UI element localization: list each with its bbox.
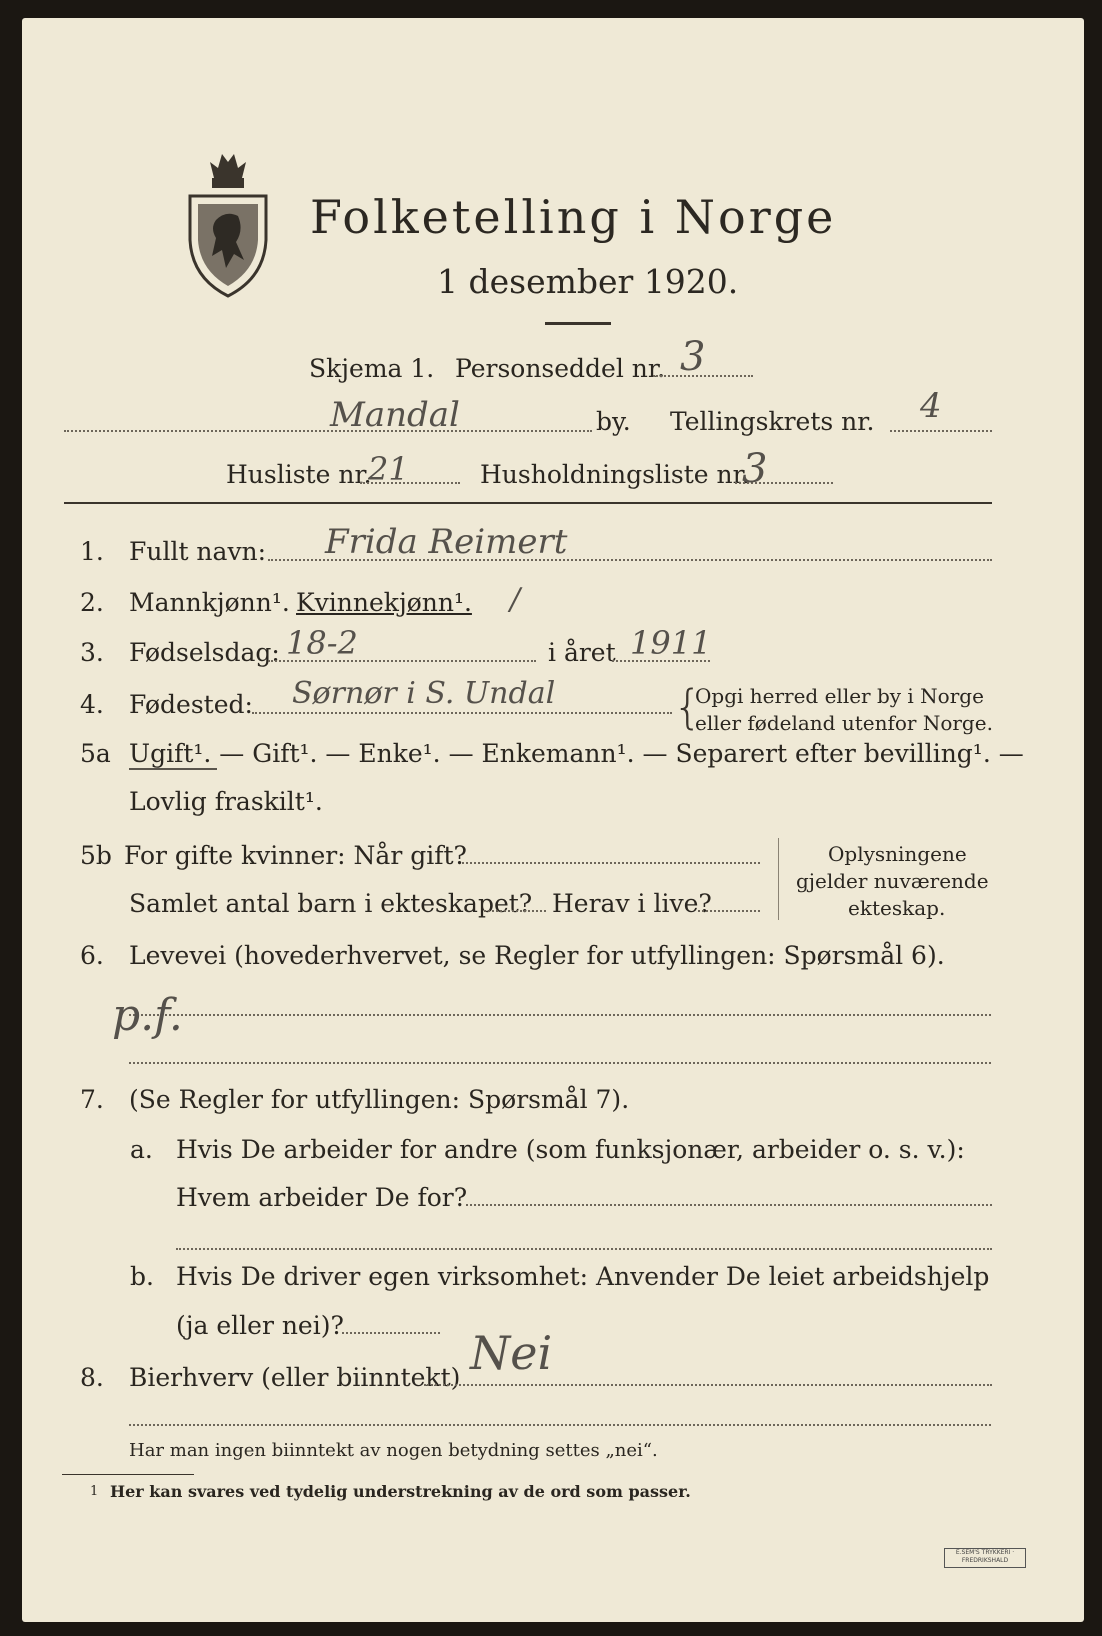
q7a-line-2: [176, 1248, 992, 1250]
q5b-note-1: Oplysningene: [828, 842, 967, 866]
q5b-label-3: Herav i live?: [552, 889, 712, 918]
q4-brace: {: [673, 680, 703, 734]
side-income-value[interactable]: Nei: [470, 1326, 553, 1380]
husholdningsliste-label: Husholdningsliste nr.: [480, 460, 750, 489]
q5b-line-2: [484, 910, 546, 912]
q3-number: 3.: [80, 638, 104, 667]
q4-number: 4.: [80, 690, 104, 719]
q6-number: 6.: [80, 941, 104, 970]
by-value[interactable]: Mandal: [330, 395, 460, 435]
q4-note-line1: Opgi herred eller by i Norge: [695, 684, 984, 708]
q5b-divider: [778, 838, 779, 920]
q5b-label: For gifte kvinner: Når gift?: [124, 841, 467, 870]
printer-stamp: E.SEM'S TRYKKERI · FREDRIKSHALD: [944, 1548, 1026, 1568]
footnote-rule: [62, 1474, 194, 1475]
q6-line-2: [129, 1062, 991, 1064]
by-line: [64, 430, 592, 432]
by-label: by.: [596, 407, 631, 436]
q5b-note-2: gjelder nuværende: [796, 869, 989, 893]
birthday-value[interactable]: 18-2: [286, 624, 358, 662]
tellingskrets-label: Tellingskrets nr.: [670, 407, 875, 436]
q1-number: 1.: [80, 537, 104, 566]
q5b-label-2: Samlet antal barn i ekteskapet?: [129, 889, 533, 918]
q7b-line: [342, 1332, 440, 1334]
occupation-value[interactable]: p.f.: [112, 990, 183, 1041]
form-title: Folketelling i Norge: [310, 190, 837, 244]
q5b-note-3: ekteskap.: [848, 896, 946, 920]
full-name-value[interactable]: Frida Reimert: [325, 522, 568, 562]
q8-number: 8.: [80, 1363, 104, 1392]
q5a-options-2: Lovlig fraskilt¹.: [129, 787, 323, 816]
q2-female-label: Kvinnekjønn¹.: [296, 588, 472, 617]
personseddel-value[interactable]: 3: [680, 334, 706, 380]
q8-note: Har man ingen biinntekt av nogen betydning settes „nei“.: [129, 1440, 658, 1461]
q7a-text: Hvis De arbeider for andre (som funksjonær, arbeider o. s. v.):: [176, 1135, 965, 1164]
footnote-text: Her kan svares ved tydelig understrekning av de ord som passer.: [110, 1482, 691, 1501]
title-divider: [545, 322, 611, 325]
birthplace-value[interactable]: Sørnør i S. Undal: [292, 676, 556, 711]
q5a-options: Ugift¹. — Gift¹. — Enke¹. — Enkemann¹. — Separert efter bevilling¹. —: [129, 739, 1024, 768]
q8-label: Bierhverv (eller biinntekt): [129, 1363, 461, 1392]
q4-line: [252, 712, 672, 714]
q4-label: Fødested:: [129, 690, 253, 719]
gender-mark-value[interactable]: /: [510, 582, 521, 617]
q8-line-2: [129, 1424, 991, 1426]
q6-line-1: [129, 1014, 991, 1016]
husliste-value[interactable]: 21: [368, 450, 409, 488]
skjema-label: Skjema 1.: [309, 354, 435, 383]
q5b-line: [462, 862, 760, 864]
footnote-mark: 1: [90, 1484, 99, 1499]
q7-label: (Se Regler for utfyllingen: Spørsmål 7).: [129, 1085, 630, 1114]
q7a-label: Hvem arbeider De for?: [176, 1183, 468, 1212]
q7-number: 7.: [80, 1085, 104, 1114]
q2-male-label: Mannkjønn¹.: [129, 588, 290, 617]
q1-label: Fullt navn:: [129, 537, 267, 566]
q4-note-line2: eller fødeland utenfor Norge.: [695, 711, 993, 735]
q5b-line-3: [698, 910, 760, 912]
q5b-number: 5b: [80, 841, 112, 870]
personseddel-label: Personseddel nr.: [455, 354, 666, 383]
q7a-number: a.: [130, 1135, 153, 1164]
census-date: 1 desember 1920.: [437, 262, 739, 301]
q7a-line-1: [466, 1204, 992, 1206]
q7b-number: b.: [130, 1262, 154, 1291]
birth-year-value[interactable]: 1911: [630, 624, 712, 662]
header-rule: [64, 502, 992, 504]
husliste-label: Husliste nr.: [226, 460, 372, 489]
q7b-text: Hvis De driver egen virksomhet: Anvender De leiet arbeidshjelp: [176, 1262, 990, 1291]
q3-year-label: i året: [548, 638, 616, 667]
q8-line-1: [424, 1384, 992, 1386]
q3-label: Fødselsdag:: [129, 638, 280, 667]
ugift-underline: [129, 768, 217, 770]
tellingskrets-line: [890, 430, 992, 432]
husholdningsliste-value[interactable]: 3: [742, 446, 768, 492]
q7b-label: (ja eller nei)?: [176, 1311, 344, 1340]
q2-number: 2.: [80, 588, 104, 617]
tellingskrets-value[interactable]: 4: [920, 386, 942, 426]
q5a-number: 5a: [80, 739, 111, 768]
q6-label: Levevei (hovederhvervet, se Regler for utfyllingen: Spørsmål 6).: [129, 941, 945, 970]
coat-of-arms-icon: [186, 150, 270, 300]
